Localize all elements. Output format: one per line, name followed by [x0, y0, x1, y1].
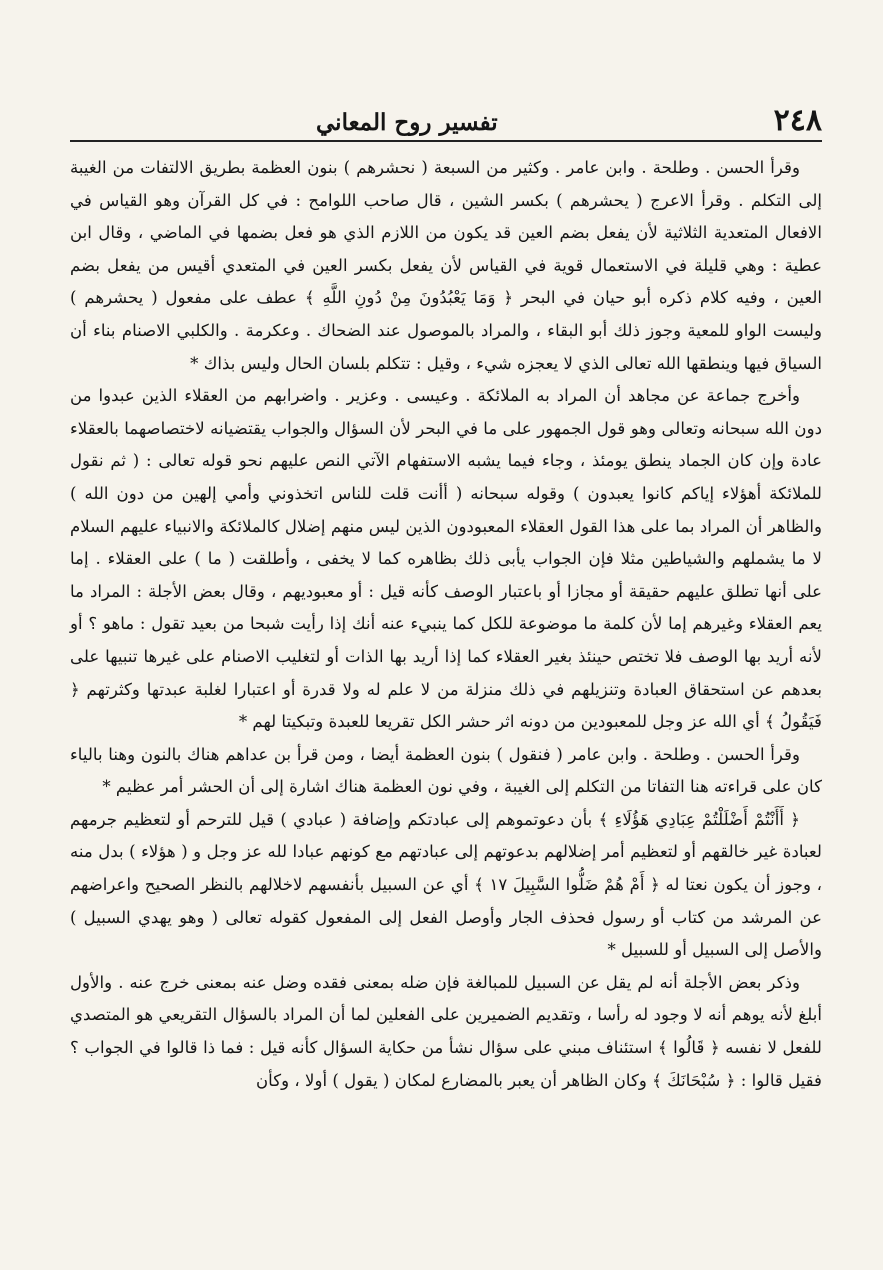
paragraph: وقرأ الحسن . وطلحة . وابن عامر ( فنقول ) بنون العظمة أيضا ، ومن قرأ بن عداهم هناك بالنون وهنا بالياء كان على قراءته هنا التفاتا من التكلم إلى الغيبة ، وفي نون العظمة هناك اشارة إلى أن الحشر أمر عظيم * — [70, 744, 822, 797]
page-number: ٢٤٨ — [773, 103, 822, 138]
paragraph: وأخرج جماعة عن مجاهد أن المراد به الملائكة . وعيسى . وعزير . واضرابهم من العقلاء الذين عبدوا من دون الله سبحانه وتعالى وهو قول الجمهور على ما في البحر لأن السؤال والجواب يقتضيانه لاختصاصهما بالعقلاء عادة وإن كان الجماد ينطق يومئذ ، وجاء فيما يشبه الاستفهام الآتي النص عليهم نحو قوله تعالى : ( ثم نقول للملائكة أهؤلاء إياكم كانوا يعبدون ) وقوله سبحانه ( أأنت قلت للناس اتخذوني وأمي إلهين من دون الله ) والظاهر أن المراد بما على هذا القول العقلاء المعبودون الذين ليس منهم إضلال كالملائكة والانبياء عليهم السلام لا ما يشملهم والشياطين مثلا فإن الجواب يأبى ذلك بظاهره كما لا يخفى ، وأطلقت ( ما ) على العقلاء . إما على أنها تطلق عليهم حقيقة أو مجازا أو باعتبار الوصف كأنه قيل : أو معبوديهم ، وقال بعض الأجلة : المراد ما يعم العقلاء وغيرهم إما لأن كلمة ما موضوعة للكل كما ينبيء عنه أنك إذا رأيت شبحا من بعيد تقول : ماهو ؟ أو لأنه أريد بها الوصف فلا تختص حينئذ بغير العقلاء كما إذا أريد بها الذات أو لتغليب الاصنام على غيرها تنبيها على بعدهم عن استحقاق العبادة وتنزيلهم في ذلك منزلة من لا علم له ولا قدرة أو اعتبارا لغلبة عبدتها وكثرتهم ﴿ فَيَقُولُ ﴾ أي الله عز وجل للمعبودين من دونه اثر حشر الكل تقريعا للعبدة وتبكيتا لهم * — [70, 386, 822, 732]
book-page — [70, 96, 822, 1216]
page-body — [70, 152, 822, 1097]
page-header — [70, 96, 822, 142]
paragraph: وذكر بعض الأجلة أنه لم يقل عن السبيل للمبالغة فإن ضله بمعنى فقده وضل عنه بمعنى خرج عنه . والأول أبلغ لأنه يوهم أنه لا وجود له رأسا ، وتقديم الضميرين على الفعلين لما أن المراد بالسؤال التقريعي هو المتصدي للفعل لا نفسه ﴿ قَالُوا ﴾ استئناف مبني على سؤال نشأ من حكاية السؤال كأنه قيل : فما ذا قالوا في الجواب ؟ فقيل قالوا : ﴿ سُبْحَانَكَ ﴾ وكان الظاهر أن يعبر بالمضارع لمكان ( يقول ) أولا ، وكأن — [70, 972, 822, 1090]
running-title: تفسير روح المعاني — [316, 109, 498, 136]
paragraph: ﴿ أَأَنْتُمْ أَضْلَلْتُمْ عِبَادِي هَؤُلَاءِ ﴾ بأن دعوتموهم إلى عبادتكم وإضافة ( عبادي ) قيل للترحم أو لتعظيم جرمهم لعبادة غير خالقهم أو لتعظيم أمر إضلالهم بدعوتهم إلى عبادتهم مع كونهم عبادا لله عز وجل و ( هؤلاء ) بدل منه ، وجوز أن يكون نعتا له ﴿ أَمْ هُمْ ضَلُّوا السَّبِيلَ ١٧ ﴾ أي عن السبيل بأنفسهم لاخلالهم بالنظر الصحيح واعراضهم عن المرشد من كتاب أو رسول فحذف الجار وأوصل الفعل إلى المفعول كقوله تعالى ( وهو يهدي السبيل ) والأصل إلى السبيل أو للسبيل * — [70, 809, 822, 960]
paragraph: وقرأ الحسن . وطلحة . وابن عامر . وكثير من السبعة ( نحشرهم ) بنون العظمة بطريق الالتفات من الغيبة إلى التكلم . وقرأ الاعرج ( يحشرهم ) بكسر الشين ، قال صاحب اللوامح : في كل القرآن وهو القياس في الافعال المتعدية الثلاثية لأن يفعل بضم العين قد يكون من اللازم الذي هو فعل بضمها في الماضي ، وقال ابن عطية : وهي قليلة في الاستعمال قوية في القياس لأن يفعل بكسر العين في المتعدي أقيس من يفعل بضم العين ، وفيه كلام ذكره أبو حيان في البحر ﴿ وَمَا يَعْبُدُونَ مِنْ دُونِ اللَّهِ ﴾ عطف على مفعول ( يحشرهم ) وليست الواو للمعية وجوز ذلك أبو البقاء ، والمراد بالموصول عند الضحاك . وعكرمة . والكلبي الاصنام بناء أن السياق فيها وينطقها الله تعالى الذي لا يعجزه شيء ، وقيل : تتكلم بلسان الحال وليس بذاك * — [70, 158, 822, 373]
